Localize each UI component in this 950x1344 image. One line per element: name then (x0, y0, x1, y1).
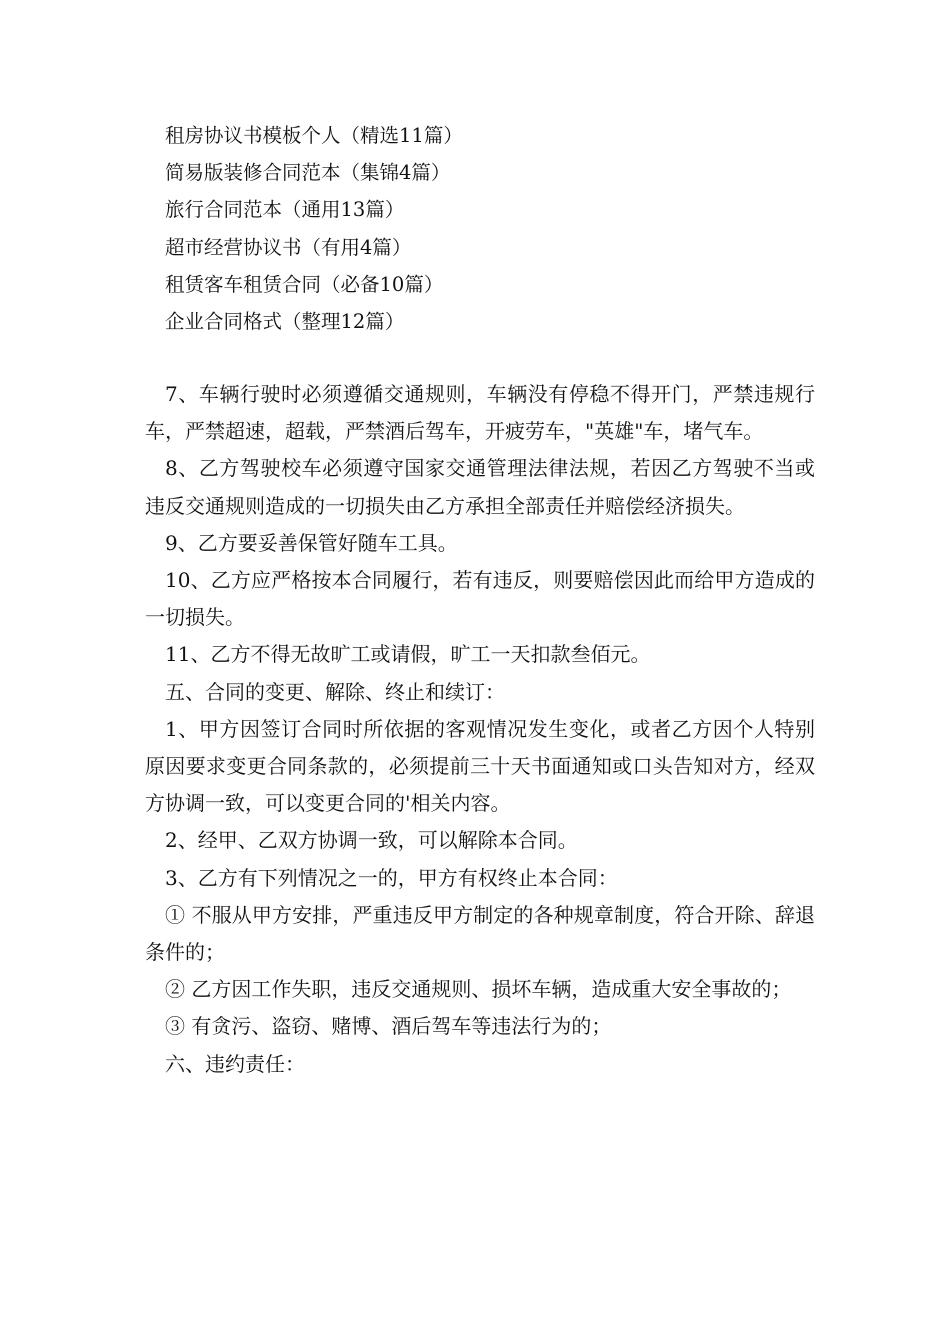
related-article-link[interactable]: 简易版装修合同范本（集锦4篇） (165, 161, 451, 185)
related-article-link[interactable]: 旅行合同范本（通用13篇） (165, 198, 405, 222)
clause-paragraph: 3、乙方有下列情况之一的，甲方有权终止本合同： (165, 865, 618, 890)
contract-body (145, 376, 815, 1083)
clause-paragraph: 10、乙方应严格按本合同履行，若有违反，则要赔偿因此而给甲方造成的一切损失。 (145, 568, 815, 630)
termination-condition: ② 乙方因工作失职，违反交通规则、损坏车辆，造成重大安全事故的； (165, 977, 792, 1002)
related-article-link[interactable]: 超市经营协议书（有用4篇） (165, 235, 412, 259)
clause-paragraph: 2、经甲、乙双方协调一致，可以解除本合同。 (165, 828, 578, 853)
related-article-link[interactable]: 租赁客车租赁合同（必备10篇） (165, 272, 444, 296)
clause-paragraph: 9、乙方要妥善保管好随车工具。 (165, 530, 458, 555)
section-heading: 六、违约责任： (165, 1051, 305, 1076)
clause-paragraph: 1、甲方因签订合同时所依据的客观情况发生变化，或者乙方因个人特别原因要求变更合同条款的，必须提前三十天书面通知或口头告知对方，经双方协调一致，可以变更合同的'相关内容。 (145, 716, 815, 816)
related-article-link[interactable]: 企业合同格式（整理12篇） (165, 310, 405, 334)
related-articles-list (165, 117, 865, 340)
clause-paragraph: 7、车辆行驶时必须遵循交通规则，车辆没有停稳不得开门，严禁违规行车，严禁超速，超载，严禁酒后驾车，开疲劳车，"英雄"车，堵气车。 (145, 382, 815, 444)
clause-paragraph: 11、乙方不得无故旷工或请假，旷工一天扣款叁佰元。 (165, 642, 651, 667)
termination-condition: ① 不服从甲方安排，严重违反甲方制定的各种规章制度，符合开除、辞退条件的； (145, 902, 815, 965)
related-article-link[interactable]: 租房协议书模板个人（精选11篇） (165, 124, 463, 147)
clause-paragraph: 8、乙方驾驶校车必须遵守国家交通管理法律法规，若因乙方驾驶不当或违反交通规则造成的一切损失由乙方承担全部责任并赔偿经济损失。 (145, 456, 815, 518)
section-heading: 五、合同的变更、解除、终止和续订： (165, 679, 505, 704)
termination-condition: ③ 有贪污、盗窃、赌博、酒后驾车等违法行为的； (165, 1014, 612, 1039)
